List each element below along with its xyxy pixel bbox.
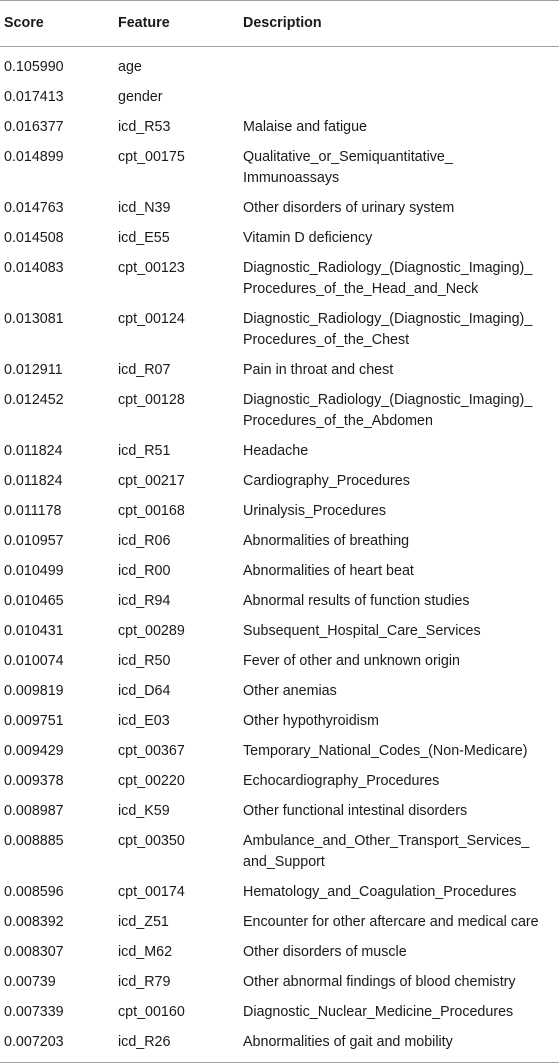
table-row: [0, 193, 559, 223]
score-cell: 0.017413: [4, 89, 64, 105]
feature-cell: cpt_00367: [118, 743, 185, 759]
table-row: [0, 676, 559, 706]
feature-cell: cpt_00289: [118, 623, 185, 639]
table-row: [0, 967, 559, 997]
score-cell: 0.012452: [4, 392, 64, 408]
table-row: [0, 1027, 559, 1063]
description-cell: Diagnostic_Radiology_(Diagnostic_Imaging)_ Procedures_of_the_Chest: [243, 311, 533, 348]
table-row: [0, 47, 559, 83]
table-row: [0, 223, 559, 253]
description-cell: Other abnormal findings of blood chemistry: [243, 974, 516, 990]
feature-cell: icd_R26: [114, 1027, 239, 1063]
score-cell: 0.010465: [4, 593, 64, 609]
description-cell: [239, 82, 559, 112]
description-cell: Echocardiography_Procedures: [243, 773, 440, 789]
description-cell: Qualitative_or_Semiquantitative_ Immunoassays: [243, 149, 453, 186]
description-cell: Malaise and fatigue: [243, 119, 367, 135]
feature-cell: icd_R51: [118, 443, 171, 459]
table-row: [0, 937, 559, 967]
table-row: [0, 796, 559, 826]
table-row: [0, 82, 559, 112]
feature-cell: cpt_00217: [118, 473, 185, 489]
table-row: [0, 907, 559, 937]
feature-cell: icd_Z51: [118, 914, 169, 930]
table-row: [0, 736, 559, 766]
table-row: [0, 355, 559, 385]
table-row: [0, 556, 559, 586]
table-row: [0, 646, 559, 676]
table-row: [0, 466, 559, 496]
score-cell: 0.008596: [4, 884, 64, 900]
feature-cell: icd_R94: [118, 593, 171, 609]
description-cell: Hematology_and_Coagulation_Procedures: [243, 884, 517, 900]
score-cell: 0.014899: [4, 149, 64, 165]
feature-cell: icd_R79: [118, 974, 171, 990]
score-cell: 0.014763: [4, 200, 64, 216]
score-cell: 0.008392: [4, 914, 64, 930]
feature-cell: icd_K59: [118, 803, 170, 819]
score-cell: 0.011178: [4, 503, 62, 519]
feature-cell: cpt_00350: [118, 833, 185, 849]
score-cell: 0.014083: [4, 260, 64, 276]
feature-cell: cpt_00160: [118, 1004, 185, 1020]
feature-cell: icd_R50: [118, 653, 171, 669]
table-row: [0, 436, 559, 466]
score-cell: 0.105990: [4, 59, 64, 75]
description-cell: Temporary_National_Codes_(Non-Medicare): [243, 743, 528, 759]
score-cell: 0.008307: [4, 944, 64, 960]
description-cell: Encounter for other aftercare and medical care: [243, 914, 539, 930]
description-cell: Diagnostic_Radiology_(Diagnostic_Imaging)_ Procedures_of_the_Abdomen: [243, 392, 533, 429]
score-cell: 0.011824: [4, 443, 63, 459]
score-cell: 0.011824: [4, 473, 63, 489]
description-cell: Abnormal results of function studies: [243, 593, 470, 609]
table-header: [0, 1, 559, 47]
feature-cell: cpt_00220: [118, 773, 185, 789]
score-cell: 0.007339: [4, 1004, 64, 1020]
table-row: [0, 586, 559, 616]
feature-cell: cpt_00168: [118, 503, 185, 519]
score-cell: 0.008987: [4, 803, 64, 819]
feature-cell: icd_R53: [118, 119, 171, 135]
score-cell: 0.00739: [4, 974, 56, 990]
description-cell: Other anemias: [243, 683, 337, 699]
table-row: [0, 253, 559, 304]
table-row: [0, 526, 559, 556]
table-row: [0, 826, 559, 877]
table-row: [0, 304, 559, 355]
feature-cell: age: [118, 59, 142, 75]
score-cell: 0.014508: [4, 230, 64, 246]
table-row: [0, 766, 559, 796]
score-cell: 0.007203: [0, 1027, 114, 1063]
table-row: [0, 997, 559, 1027]
description-cell: Abnormalities of heart beat: [243, 563, 414, 579]
description-cell: Subsequent_Hospital_Care_Services: [243, 623, 481, 639]
feature-cell: icd_R00: [118, 563, 171, 579]
table-row: [0, 616, 559, 646]
score-cell: 0.010074: [4, 653, 64, 669]
table-row: [0, 112, 559, 142]
table-row: [0, 385, 559, 436]
score-cell: 0.009429: [4, 743, 64, 759]
description-cell: Urinalysis_Procedures: [243, 503, 387, 519]
feature-cell: icd_E55: [118, 230, 170, 246]
feature-cell: icd_R07: [118, 362, 171, 378]
header-feature: Feature: [114, 1, 239, 47]
feature-cell: cpt_00174: [118, 884, 185, 900]
description-cell: Other disorders of urinary system: [243, 200, 455, 216]
header-score: Score: [0, 1, 114, 47]
description-cell: Cardiography_Procedures: [243, 473, 410, 489]
score-cell: 0.010957: [4, 533, 64, 549]
feature-cell: cpt_00128: [118, 392, 185, 408]
description-cell: Headache: [243, 443, 309, 459]
table-row: [0, 142, 559, 193]
feature-cell: icd_N39: [118, 200, 171, 216]
score-cell: 0.009751: [4, 713, 64, 729]
feature-cell: icd_E03: [118, 713, 170, 729]
description-cell: Diagnostic_Radiology_(Diagnostic_Imaging)_ Procedures_of_the_Head_and_Neck: [243, 260, 533, 297]
score-cell: 0.010499: [4, 563, 64, 579]
score-cell: 0.010431: [4, 623, 64, 639]
score-cell: 0.008885: [4, 833, 64, 849]
feature-cell: cpt_00124: [118, 311, 185, 327]
score-cell: 0.013081: [4, 311, 64, 327]
header-row: [0, 1, 559, 47]
feature-cell: icd_R06: [118, 533, 171, 549]
description-cell: Diagnostic_Nuclear_Medicine_Procedures: [243, 1004, 514, 1020]
description-cell: [239, 47, 559, 83]
description-cell: Fever of other and unknown origin: [243, 653, 460, 669]
score-cell: 0.009378: [4, 773, 64, 789]
description-cell: Other hypothyroidism: [243, 713, 379, 729]
description-cell: Abnormalities of breathing: [243, 533, 410, 549]
score-cell: 0.016377: [4, 119, 64, 135]
table-row: [0, 496, 559, 526]
feature-cell: cpt_00175: [118, 149, 185, 165]
score-cell: 0.009819: [4, 683, 64, 699]
feature-cell: icd_M62: [118, 944, 173, 960]
table-row: [0, 706, 559, 736]
description-cell: Ambulance_and_Other_Transport_Services_ and_Support: [243, 833, 530, 870]
table-row: [0, 877, 559, 907]
table-body: [0, 47, 559, 1063]
score-cell: 0.012911: [4, 362, 63, 378]
feature-cell: gender: [118, 89, 163, 105]
description-cell: Abnormalities of gait and mobility: [239, 1027, 559, 1063]
header-description: Description: [239, 1, 559, 47]
description-cell: Other disorders of muscle: [243, 944, 407, 960]
feature-cell: cpt_00123: [118, 260, 185, 276]
description-cell: Vitamin D deficiency: [243, 230, 373, 246]
description-cell: Other functional intestinal disorders: [243, 803, 468, 819]
feature-cell: icd_D64: [118, 683, 171, 699]
description-cell: Pain in throat and chest: [243, 362, 394, 378]
